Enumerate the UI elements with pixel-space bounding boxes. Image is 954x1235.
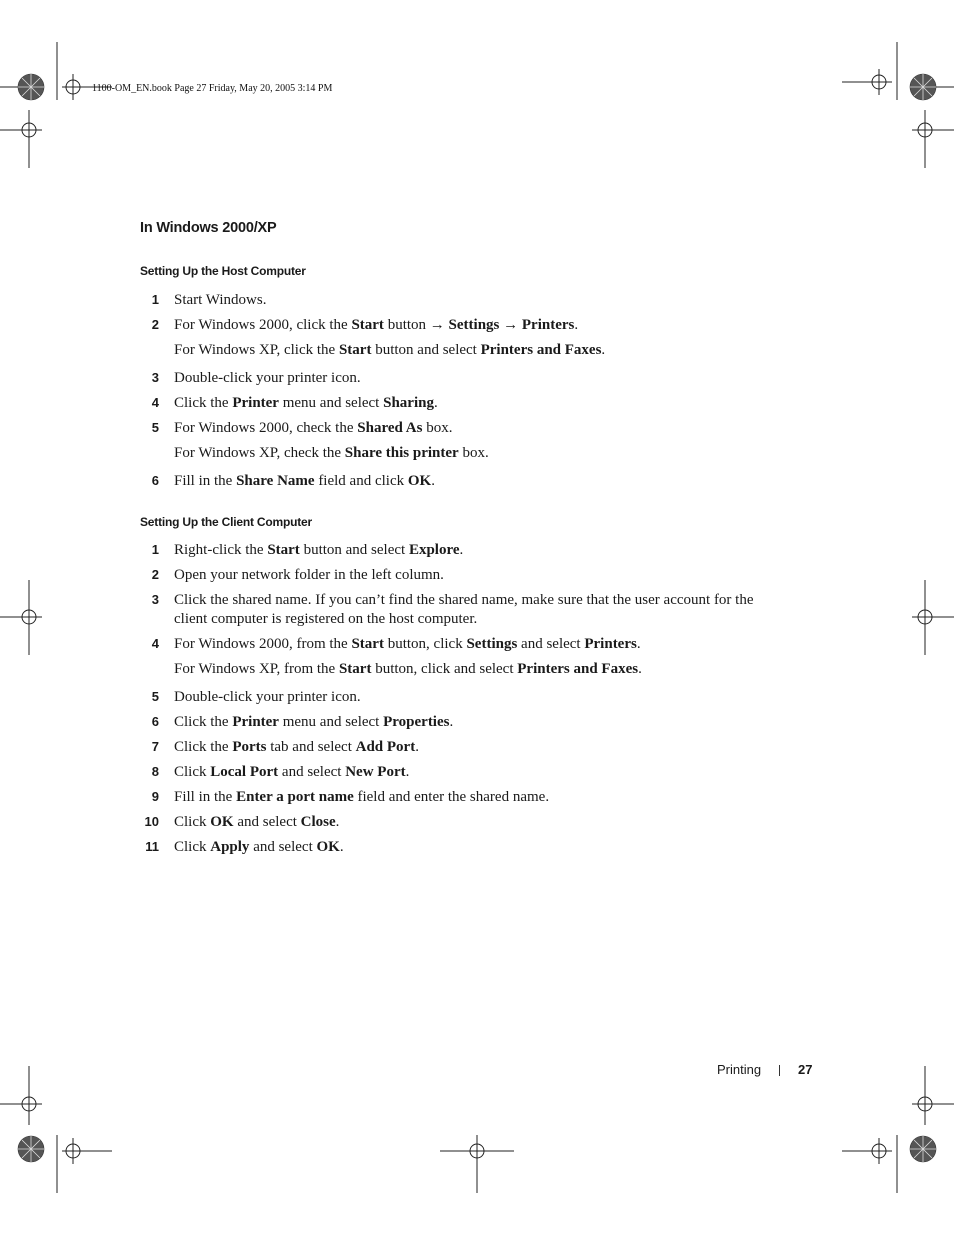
footer-section-label: Printing: [717, 1062, 762, 1077]
step-text-run: tab and select: [266, 739, 356, 755]
page-number: 27: [798, 1062, 813, 1077]
step-text-run: field and click: [314, 473, 408, 489]
step-text-run: button, click: [383, 636, 467, 652]
step-number: 11: [145, 839, 159, 854]
step-text-run: .: [433, 395, 438, 411]
ui-term: Close: [300, 814, 336, 830]
host-heading: Setting Up the Host Computer: [140, 264, 306, 278]
step-text: [174, 788, 764, 807]
step-text: [174, 444, 764, 463]
ui-term: OK: [316, 839, 340, 855]
step-text: [174, 763, 764, 782]
step-text: [174, 813, 764, 832]
step-text: [174, 369, 764, 388]
step-text: [174, 341, 764, 360]
step-text-run: For Windows XP, check the: [174, 445, 345, 461]
ui-term: Shared As: [357, 420, 423, 436]
ui-term: Apply: [210, 839, 250, 855]
step-number: 4: [151, 395, 159, 410]
client-heading: Setting Up the Client Computer: [140, 515, 312, 529]
step-text-run: .: [638, 661, 642, 677]
step-text-run: Click: [174, 764, 211, 780]
ui-term: Properties: [383, 714, 450, 730]
step-text-run: .: [449, 714, 454, 730]
ui-term: Settings: [448, 317, 500, 333]
step-text-run: Click the: [174, 739, 233, 755]
step-text-run: and select: [278, 764, 346, 780]
step-text-run: and select: [249, 839, 317, 855]
step-text-run: →: [429, 317, 445, 333]
step-text: [174, 838, 764, 857]
ui-term: Start: [351, 317, 384, 333]
step-text-run: .: [405, 764, 410, 780]
step-number: 8: [151, 764, 159, 779]
step-number: 2: [151, 317, 159, 332]
step-number: 5: [151, 689, 159, 704]
step-text: [174, 688, 764, 707]
step-number: 7: [151, 739, 159, 754]
step-text: [174, 713, 764, 732]
step-text-run: .: [636, 636, 641, 652]
step-text-run: For Windows 2000, from the: [174, 636, 352, 652]
step-number: 5: [151, 420, 159, 435]
ui-term: Share Name: [236, 473, 315, 489]
step-text: [174, 591, 764, 629]
ui-term: Sharing: [383, 395, 434, 411]
ui-term: Printers: [584, 636, 637, 652]
step-text: [174, 394, 764, 413]
step-text-run: and select: [233, 814, 301, 830]
step-text-run: button and select: [299, 542, 409, 558]
step-text-run: button, click and select: [371, 661, 518, 677]
ui-term: Enter a port name: [236, 789, 354, 805]
step-number: 3: [151, 592, 159, 607]
ui-term: Local Port: [210, 764, 279, 780]
step-text-run: and select: [517, 636, 585, 652]
step-text-run: .: [459, 542, 464, 558]
step-text: [174, 316, 764, 335]
step-text-run: →: [503, 317, 519, 333]
step-text-run: Click the: [174, 714, 233, 730]
ui-term: Add Port: [355, 739, 416, 755]
step-text-run: button: [383, 317, 430, 333]
step-number: 4: [151, 636, 159, 651]
step-text: [174, 291, 764, 310]
step-number: 3: [151, 370, 159, 385]
step-text-run: field and enter the shared name.: [353, 789, 550, 805]
step-text-run: button and select: [371, 342, 481, 358]
step-text-run: menu and select: [278, 714, 384, 730]
step-text-run: .: [415, 739, 419, 755]
ui-term: Printers and Faxes: [517, 661, 639, 677]
step-number: 2: [151, 567, 159, 582]
step-text: [174, 566, 764, 585]
step-text-run: For Windows XP, from the: [174, 661, 339, 677]
step-text-run: Fill in the: [174, 473, 237, 489]
footer-divider: [779, 1065, 780, 1076]
step-text-run: Right-click the: [174, 542, 268, 558]
ui-term: Printers and Faxes: [480, 342, 602, 358]
section-title: In Windows 2000/XP: [140, 220, 277, 236]
ui-term: Settings: [466, 636, 518, 652]
step-text-run: For Windows 2000, click the: [174, 317, 352, 333]
step-text: [174, 738, 764, 757]
ui-term: Start: [267, 542, 300, 558]
print-slug: 1100-OM_EN.book Page 27 Friday, May 20, 2005 3:14 PM: [92, 83, 333, 94]
step-text-run: .: [574, 317, 579, 333]
step-text-run: Double-click your printer icon.: [174, 370, 361, 386]
step-text-run: .: [431, 473, 435, 489]
step-number: 1: [151, 292, 159, 307]
step-text: [174, 472, 764, 491]
step-number: 1: [151, 542, 159, 557]
step-text-run: Fill in the: [174, 789, 237, 805]
step-text: [174, 660, 764, 679]
ui-term: Printer: [232, 714, 279, 730]
step-text-run: box.: [422, 420, 453, 436]
step-text-run: Open your network folder in the left column.: [174, 567, 444, 583]
step-text-run: menu and select: [278, 395, 384, 411]
ui-term: OK: [210, 814, 234, 830]
step-text-run: .: [339, 839, 344, 855]
step-number: 6: [151, 473, 159, 488]
step-text-run: Click the: [174, 395, 233, 411]
step-text: [174, 635, 764, 654]
ui-term: Share this printer: [344, 445, 459, 461]
step-text-run: .: [335, 814, 340, 830]
ui-term: New Port: [345, 764, 406, 780]
step-text-run: .: [601, 342, 606, 358]
ui-term: OK: [407, 473, 432, 489]
step-text: [174, 541, 764, 560]
ui-term: Start: [351, 636, 384, 652]
ui-term: Explore: [408, 542, 460, 558]
ui-term: Printer: [232, 395, 279, 411]
step-text-run: Click: [174, 814, 211, 830]
step-number: 10: [144, 814, 159, 829]
ui-term: Printers: [521, 317, 575, 333]
ui-term: Start: [338, 661, 372, 677]
step-number: 6: [151, 714, 159, 729]
step-text-run: Double-click your printer icon.: [174, 689, 361, 705]
ui-term: Ports: [232, 739, 267, 755]
ui-term: Start: [338, 342, 372, 358]
step-text-run: For Windows 2000, check the: [174, 420, 358, 436]
step-number: 9: [151, 789, 159, 804]
step-text-run: For Windows XP, click the: [174, 342, 339, 358]
step-text-run: Click the shared name. If you can’t find the shared name, make sure that the user account for the client computer is registered on the host computer.: [174, 592, 754, 627]
step-text-run: Start Windows.: [174, 292, 267, 308]
step-text-run: Click: [174, 839, 211, 855]
step-text-run: box.: [458, 445, 489, 461]
step-text: [174, 419, 764, 438]
